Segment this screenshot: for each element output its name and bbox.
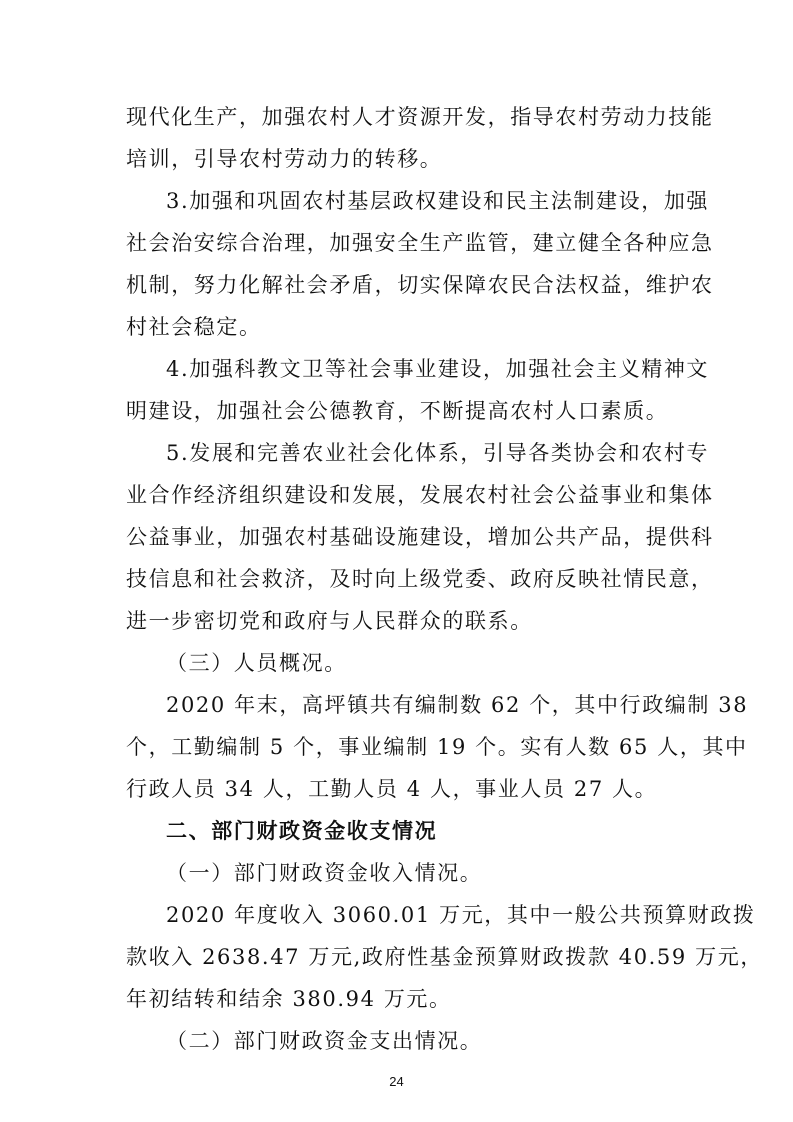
paragraph-line: 进一步密切党和政府与人民群众的联系。 [126,609,533,633]
paragraph-line: 村社会稳定。 [126,315,262,339]
paragraph-line: 款收入 2638.47 万元,政府性基金预算财政拨款 40.59 万元， [126,945,763,969]
paragraph-line: 机制，努力化解社会矛盾，切实保障农民合法权益，维护农 [126,273,714,297]
paragraph-line: 业合作经济组织建设和发展，发展农村社会公益事业和集体 [126,483,714,507]
section-subheading: （三）人员概况。 [166,651,347,675]
page-number: 24 [389,1074,404,1089]
section-subheading: （二）部门财政资金支出情况。 [166,1029,483,1053]
paragraph-line: 社会治安综合治理，加强安全生产监管，建立健全各种应急 [126,231,714,255]
paragraph-line: 现代化生产，加强农村人才资源开发，指导农村劳动力技能 [126,105,714,129]
paragraph-line: 年初结转和结余 380.94 万元。 [126,987,452,1011]
paragraph-line: 明建设，加强社会公德教育，不断提高农村人口素质。 [126,399,669,423]
paragraph-line: 行政人员 34 人，工勤人员 4 人，事业人员 27 人。 [126,777,658,801]
paragraph-line: 2020 年度收入 3060.01 万元，其中一般公共预算财政拨 [166,903,756,927]
paragraph-line: 4.加强科教文卫等社会事业建设，加强社会主义精神文 [166,357,710,381]
paragraph-line: 2020 年末，高坪镇共有编制数 62 个，其中行政编制 38 [166,693,749,717]
paragraph-line: 培训，引导农村劳动力的转移。 [126,147,443,171]
paragraph-line: 个，工勤编制 5 个，事业编制 19 个。实有人数 65 人，其中 [126,735,748,759]
paragraph-line: 5.发展和完善农业社会化体系，引导各类协会和农村专 [166,441,710,465]
section-subheading: （一）部门财政资金收入情况。 [166,861,483,885]
section-heading: 二、部门财政资金收支情况 [166,819,438,843]
paragraph-line: 公益事业，加强农村基础设施建设，增加公共产品，提供科 [126,525,714,549]
paragraph-line: 3.加强和巩固农村基层政权建设和民主法制建设，加强 [166,189,710,213]
paragraph-line: 技信息和社会救济，及时向上级党委、政府反映社情民意， [126,567,714,591]
